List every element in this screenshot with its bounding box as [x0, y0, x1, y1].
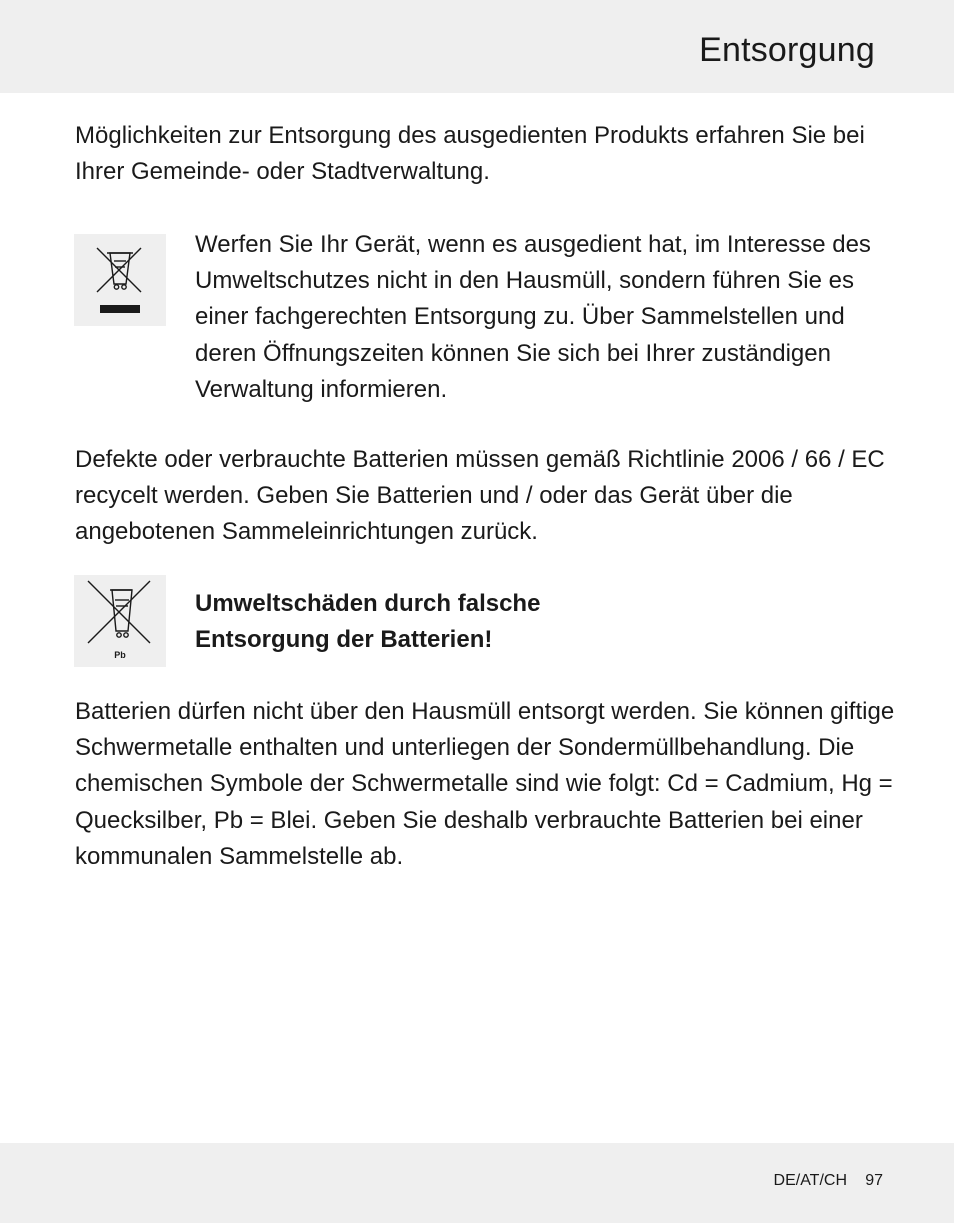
weee-symbol-box: [74, 234, 166, 326]
battery-symbol-box: [74, 575, 166, 667]
battery-icon-label: Pb: [114, 650, 126, 660]
heavy-metals-paragraph: Batterien dürfen nicht über den Hausmüll entsorgt werden. Sie können giftige Schwermetalle enthalten und unterliegen der Sondermüllbehandlung. Die chemischen Symbole der Schwermetalle sind wie folgt: Cd = Cadmium, Hg = Quecksilber, Pb = Blei. Geben Sie deshalb verbrauchte Batterien bei einer kommunalen Sammelstelle ab.: [75, 698, 895, 870]
warning-line-2: Entsorgung der Batterien!: [195, 626, 493, 653]
crossed-out-battery-bin-icon: [74, 575, 166, 667]
page-title: Entsorgung: [699, 31, 875, 69]
intro-paragraph: Möglichkeiten zur Entsorgung des ausgedienten Produkts erfahren Sie bei Ihrer Gemeinde- oder Stadtverwaltung.: [75, 122, 865, 186]
battery-directive-paragraph: Defekte oder verbrauchte Batterien müssen gemäß Richtlinie 2006 / 66 / EC recycelt werden. Geben Sie Batterien und / oder das Gerät über die angebotenen Sammeleinrichtungen zurück.: [75, 446, 885, 546]
warning-line-1: Umweltschäden durch falsche: [195, 590, 541, 617]
page-footer: [0, 1143, 954, 1223]
page-number: 97: [865, 1172, 883, 1189]
warning-heading: [195, 586, 795, 658]
page-header: [0, 0, 954, 93]
crossed-out-bin-icon: [74, 234, 166, 326]
weee-notice: Werfen Sie Ihr Gerät, wenn es ausgedient hat, im Interesse des Umweltschutzes nicht in den Hausmüll, sondern führen Sie es einer fachgerechten Entsorgung zu. Über Sammelstellen und deren Öffnungszeiten können Sie sich bei Ihrer zuständigen Verwaltung informieren.: [195, 231, 871, 403]
footer-region: DE/AT/CH: [773, 1172, 847, 1189]
